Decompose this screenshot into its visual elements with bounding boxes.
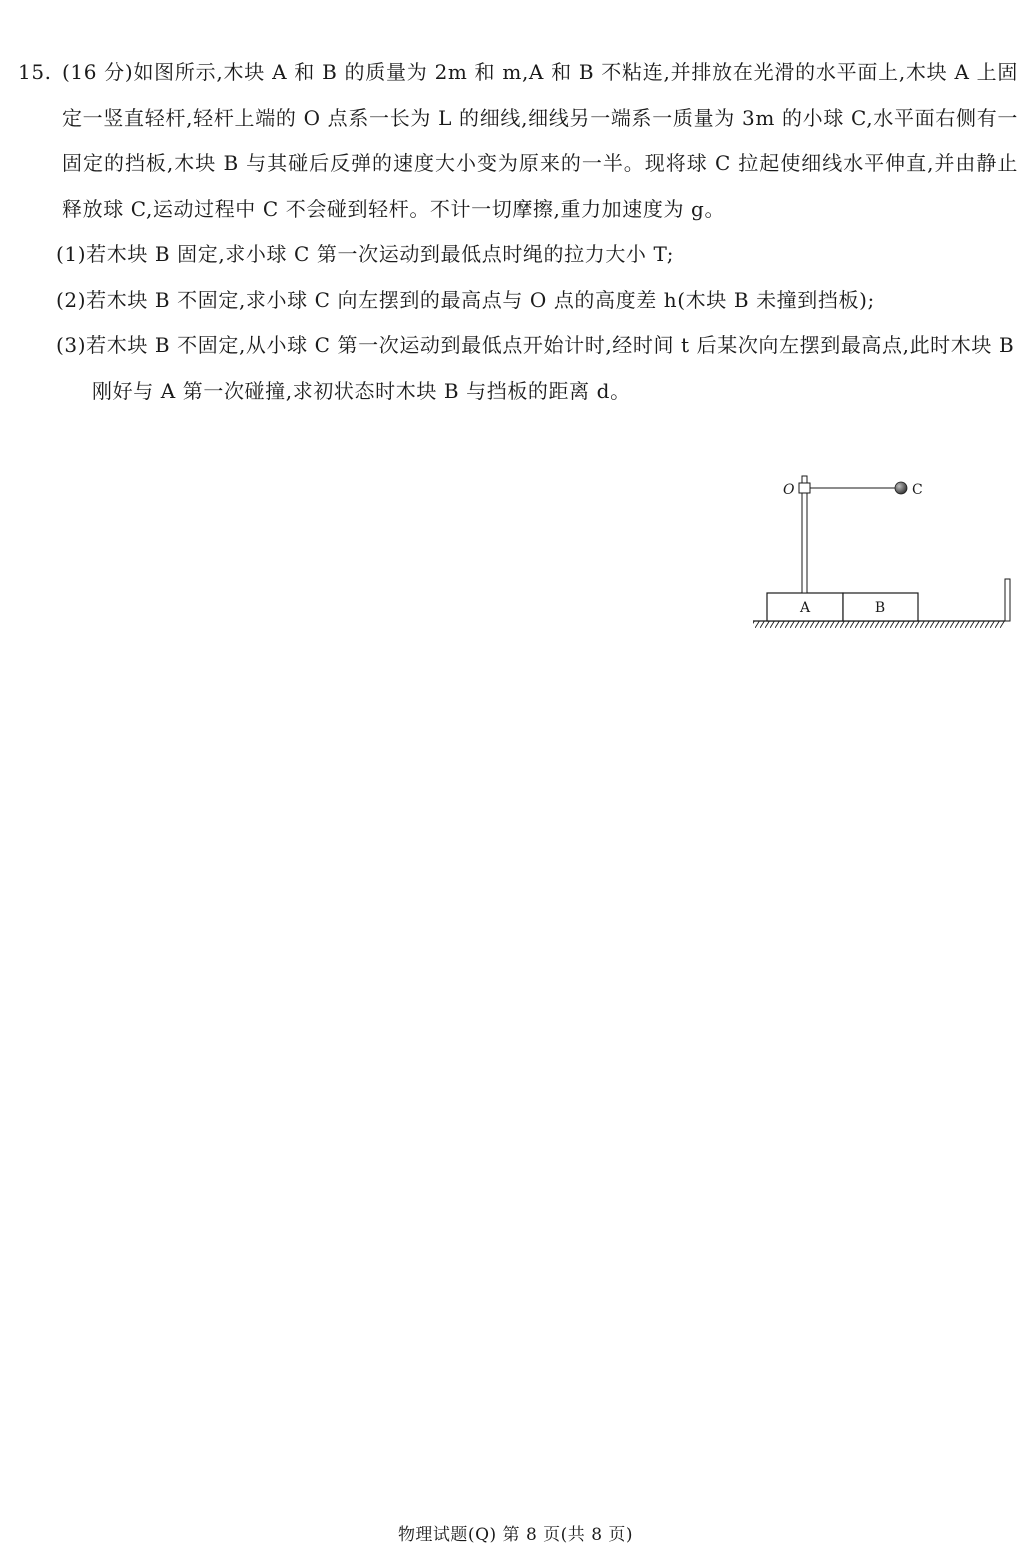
figure-diagram xyxy=(745,468,1020,638)
question-number: 15. xyxy=(18,60,52,84)
label-b: B xyxy=(874,600,886,616)
label-c: C xyxy=(912,482,923,498)
vertical-rod xyxy=(802,476,807,593)
ground xyxy=(753,621,1005,628)
physics-figure xyxy=(745,468,1020,638)
sub-question-1: (1)若木块 B 固定,求小球 C 第一次运动到最低点时绳的拉力大小 T; xyxy=(56,242,675,266)
label-o: O xyxy=(783,482,795,498)
question-stem-text: (16 分)如图所示,木块 A 和 B 的质量为 2m 和 m,A 和 B 不粘连,并排放在光滑的水平面上,木块 A 上固定一竖直轻杆,轻杆上端的 O 点系一长为 L 的细线,细线另一端系一质量为 3m 的小球 C,水平面右侧有一固定的挡板,木块 B 与其碰后反弹的速度大小变为原来的一半。现将球 C 拉起使细线水平伸直,并由静止释放球 C,运动过程中 C 不会碰到轻杆。不计一切摩擦,重力加速度为 g。 xyxy=(62,60,1018,221)
sub-question-3: (3)若木块 B 不固定,从小球 C 第一次运动到最低点开始计时,经时间 t 后某次向左摆到最高点,此时木块 B 刚好与 A 第一次碰撞,求初状态时木块 B 与挡板的距离 d。 xyxy=(56,333,1015,403)
question-stem xyxy=(18,50,1018,232)
label-a: A xyxy=(799,600,811,616)
sub-question-2: (2)若木块 B 不固定,求小球 C 向左摆到的最高点与 O 点的高度差 h(木块 B 未撞到挡板); xyxy=(56,287,875,312)
question-15 xyxy=(18,50,1018,414)
page-footer: 物理试题(Q) 第 8 页(共 8 页) xyxy=(397,1525,634,1545)
ball-c xyxy=(895,482,907,494)
pivot-o xyxy=(799,483,810,493)
baffle-wall xyxy=(1005,579,1010,621)
